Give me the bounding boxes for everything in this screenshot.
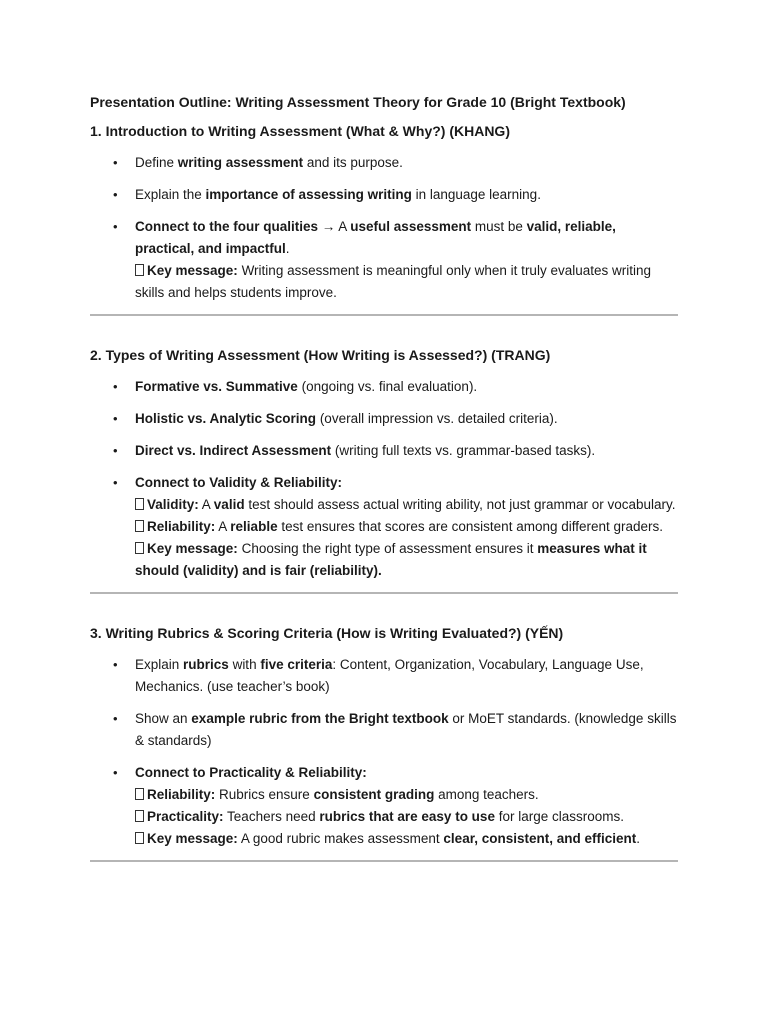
list-item: [90, 654, 678, 698]
bold-text: importance of assessing writing: [205, 187, 412, 202]
text: A good rubric makes assessment: [237, 831, 444, 846]
section-divider: [90, 860, 678, 862]
bold-text: consistent grading: [313, 787, 435, 802]
bold-text: rubrics: [183, 657, 229, 672]
missing-glyph-icon: [135, 264, 144, 276]
section-rubrics: [90, 624, 678, 850]
list-item: [90, 472, 678, 582]
text: .: [285, 241, 290, 256]
list-item: [90, 708, 678, 752]
bullet-list: [90, 654, 678, 850]
text: among teachers.: [434, 787, 539, 802]
key-message-text: Writing assessment is meaningful only when it truly evaluates writing skills and helps students improve.: [135, 263, 651, 300]
text: with: [228, 657, 261, 672]
text: Show an: [135, 711, 192, 726]
missing-glyph-icon: [135, 542, 144, 554]
key-message: [135, 538, 678, 582]
key-message: [135, 828, 678, 850]
list-item: [90, 408, 678, 430]
bold-text: Direct vs. Indirect Assessment: [135, 443, 332, 458]
list-item: [90, 152, 678, 174]
missing-glyph-icon: [135, 788, 144, 800]
text: Explain the: [135, 187, 206, 202]
text: test ensures that scores are consistent among different graders.: [277, 519, 664, 534]
bold-text: reliable: [230, 519, 278, 534]
note-label: Validity:: [147, 497, 199, 512]
bold-text: valid: [213, 497, 245, 512]
missing-glyph-icon: [135, 832, 144, 844]
note-label: Reliability:: [147, 519, 216, 534]
validity-note: [135, 494, 678, 516]
key-message-label: Key message:: [147, 541, 238, 556]
bold-text: measures what it should (validity) and is fair (reliability).: [135, 541, 647, 578]
bold-text: writing assessment: [177, 155, 304, 170]
bold-text: clear, consistent, and efficient: [443, 831, 637, 846]
bold-text: valid, reliable, practical, and impactful: [135, 219, 616, 256]
text: must be: [471, 219, 527, 234]
text: : Content, Organization, Vocabulary, Language Use, Mechanics. (use teacher’s book): [135, 657, 644, 694]
bold-text: useful assessment: [350, 219, 472, 234]
text: test should assess actual writing ability, not just grammar or vocabulary.: [244, 497, 676, 512]
text: A: [198, 497, 214, 512]
text: .: [636, 831, 640, 846]
bold-text: rubrics that are easy to use: [319, 809, 495, 824]
bullet-list: [90, 152, 678, 304]
section-heading: 2. Types of Writing Assessment (How Writing is Assessed?) (TRANG): [90, 347, 551, 363]
reliability-note: [135, 516, 678, 538]
bullet-list: [90, 376, 678, 582]
bold-text: Formative vs. Summative: [135, 379, 298, 394]
bold-text: Connect to Validity & Reliability:: [135, 475, 343, 490]
section-heading: 1. Introduction to Writing Assessment (What & Why?) (KHANG): [90, 123, 510, 139]
key-message-label: Key message:: [147, 831, 238, 846]
text: (writing full texts vs. grammar-based tasks).: [331, 443, 596, 458]
note-label: Reliability:: [147, 787, 216, 802]
text: Teachers need: [223, 809, 320, 824]
text: in language learning.: [411, 187, 541, 202]
section-introduction: [90, 122, 678, 304]
bold-text: Connect to Practicality & Reliability:: [135, 765, 367, 780]
reliability-note: [135, 784, 678, 806]
missing-glyph-icon: [135, 520, 144, 532]
missing-glyph-icon: [135, 810, 144, 822]
section-divider: [90, 592, 678, 594]
bold-text: five criteria: [260, 657, 333, 672]
bold-text: Connect to the four qualities: [135, 219, 319, 234]
list-item: [90, 216, 678, 304]
text: and its purpose.: [303, 155, 403, 170]
note-label: Practicality:: [147, 809, 224, 824]
text: A: [215, 519, 231, 534]
bold-text: example rubric from the Bright textbook: [191, 711, 449, 726]
text: Choosing the right type of assessment ensures it: [237, 541, 538, 556]
text: → A: [318, 219, 351, 234]
list-item: [90, 184, 678, 206]
section-types: [90, 346, 678, 582]
section-divider: [90, 314, 678, 316]
section-heading: 3. Writing Rubrics & Scoring Criteria (How is Writing Evaluated?) (YẾN): [90, 625, 564, 641]
key-message: [135, 260, 678, 304]
list-item: [90, 440, 678, 462]
bold-text: Holistic vs. Analytic Scoring: [135, 411, 317, 426]
text: (overall impression vs. detailed criteria).: [316, 411, 558, 426]
text: (ongoing vs. final evaluation).: [297, 379, 478, 394]
practicality-note: [135, 806, 678, 828]
text: Rubrics ensure: [215, 787, 314, 802]
key-message-label: Key message:: [147, 263, 238, 278]
document-title: Presentation Outline: Writing Assessment Theory for Grade 10 (Bright Textbook): [90, 94, 626, 110]
list-item: [90, 762, 678, 850]
document-page: [90, 93, 678, 892]
text: or MoET standards. (knowledge skills & standards): [135, 711, 677, 748]
text: Define: [135, 155, 178, 170]
missing-glyph-icon: [135, 498, 144, 510]
text: for large classrooms.: [494, 809, 624, 824]
text: Explain: [135, 657, 184, 672]
list-item: [90, 376, 678, 398]
